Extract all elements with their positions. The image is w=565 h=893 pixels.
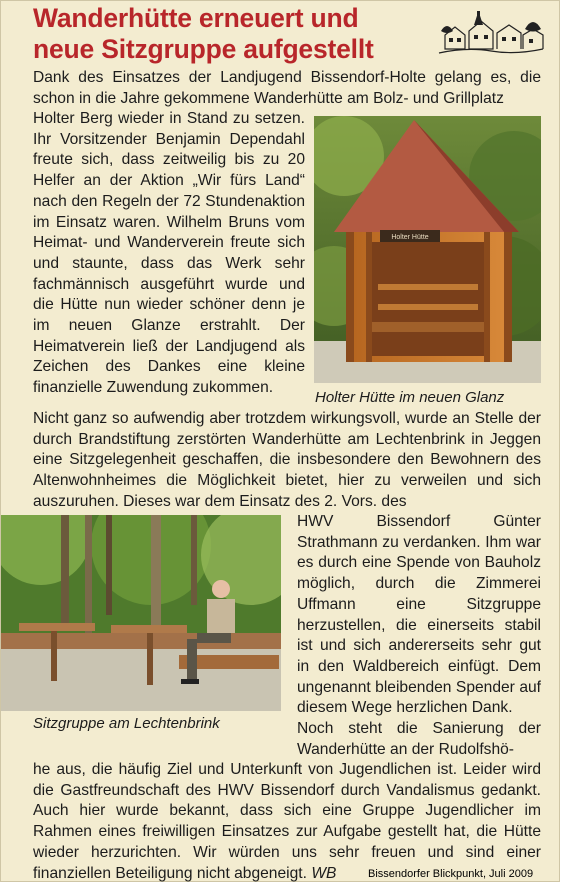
village-logo-icon [437, 9, 545, 61]
hut-sign-text: Holter Hütte [391, 234, 429, 241]
paragraph-2-column: HWV Bissendorf Günter Strathmann zu verdanken. Ihm war es durch eine Spende von Bauholz möglich, durch die Zimmerei Uffmann eine Sitzgruppe herzustellen, die einerseits stabil ist und sich andererseits sehr gut in den Waldbereich einfügt. Dem ungenannt bleibenden Spender auf diesem Wege herzlichen Dank. [297, 513, 541, 717]
author-initials: WB [311, 864, 337, 882]
headline-line-2: neue Sitzgruppe aufgestellt [33, 34, 374, 64]
publication-footer: Bissendorfer Blickpunkt, Juli 2009 [368, 868, 534, 880]
paragraph-2-intro: Nicht ganz so aufwendig aber trotzdem wirkungsvoll, wurde an Stelle der durch Brandstiftung zerstörten Wanderhütte am Lechtenbrink in Jeggen eine Sitzgelegenheit geschaffen, die insbesondere den Bewohnern des Altenwohnheimes die Möglichkeit bietet, hier zu verweilen und sich auszuruhen. Dieses war dem Einsatz des 2. Vors. des [33, 410, 541, 510]
paragraph-3-body [33, 760, 541, 884]
headline-line-1: Wanderhütte erneuert und [33, 3, 359, 33]
headline [33, 3, 443, 65]
hut-photo [314, 116, 541, 383]
paragraph-1-column: Holter Berg wieder in Stand zu setzen. Ihr Vorsitzender Benjamin Dependahl freute sich, dass zeitweilig bis zu 20 Helfer an der Aktion „Wir fürs Land“ nach den Regeln der 72 Stundenaktion im Einsatz waren. Wilhelm Bruns vom Heimat- und Wanderverein freute sich und staunte, dass das Werk sehr fachmännisch ausgeführt wurde und die Hütte nun wieder schöner denn je im neuen Glanze erstrahlt. Der Heimatverein ließ der Landjugend als Zeichen des Dankes eine kleine finanzielle Zuwendung zukommen. [33, 110, 305, 397]
paragraph-1-intro: Dank des Einsatzes der Landjugend Bissendorf-Holte gelang es, die schon in die Jahre gekommene Wanderhütte am Bolz- und Grillplatz [33, 69, 541, 107]
caption-hut-photo: Holter Hütte im neuen Glanz [315, 389, 505, 406]
caption-seating-photo: Sitzgruppe am Lechtenbrink [33, 715, 220, 732]
paragraph-3-column: Noch steht die Sanierung der Wanderhütte an der Rudolfshö- [297, 720, 541, 758]
seating-photo [1, 515, 281, 711]
paragraph-3-text: he aus, die häufig Ziel und Unterkunft von Jugendlichen ist. Leider wird die Gastfreundschaft des HWV Bissendorf durch Vandalismus gedankt. Auch hier wurde bekannt, dass sich eine Gruppe Jugendlicher im Rahmen eines freiwilligen Einsatzes zur Aufgabe gestellt hat, die Hütte wieder herzurichten. Wir würden uns sehr freuen und sind einer finanziellen Beteiligung nicht abgeneigt. [33, 761, 541, 882]
